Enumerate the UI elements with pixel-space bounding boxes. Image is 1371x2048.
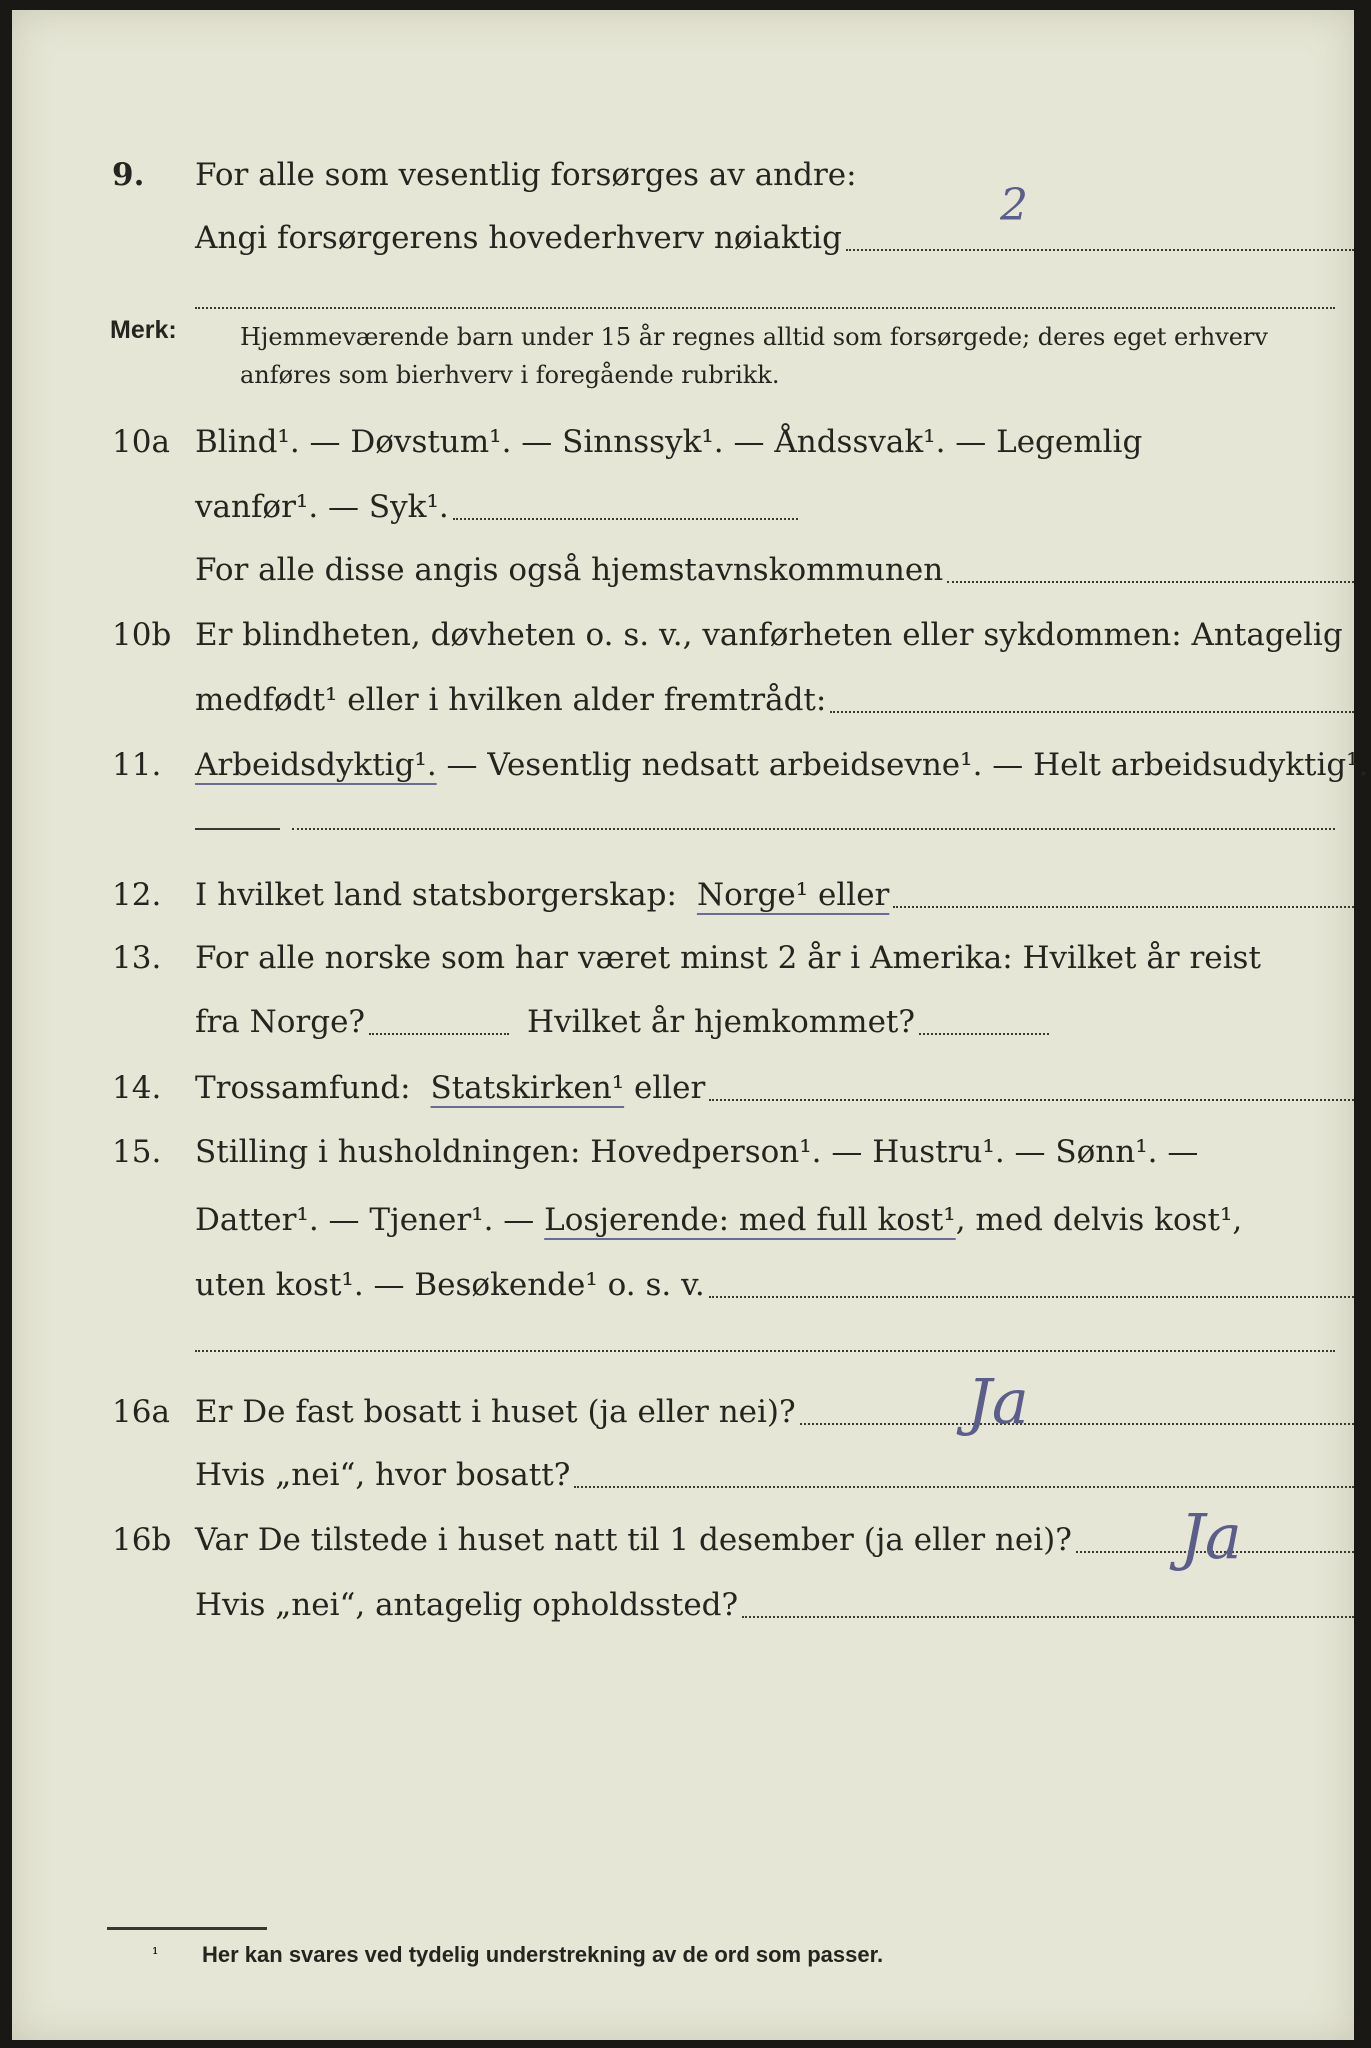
question-11 — [12, 735, 1369, 795]
question-text-after: eller — [624, 1070, 706, 1106]
note-label: Merk: — [110, 316, 177, 344]
question-number: 16b — [112, 1522, 172, 1558]
footnote-mark: ¹ — [152, 1944, 159, 1963]
question-10a-line2 — [12, 477, 1354, 537]
handwritten-answer-16b: Ja — [1180, 1500, 1242, 1573]
handwritten-answer-9: 2 — [1000, 180, 1028, 231]
answer-line[interactable] — [830, 710, 1354, 713]
question-15-line2 — [12, 1190, 1354, 1250]
question-text: Er De fast bosatt i huset (ja eller nei)? — [195, 1394, 796, 1430]
question-10a-line3 — [12, 540, 1354, 600]
field-label: For alle disse angis også hjemstavnskommunen — [195, 552, 944, 588]
answer-line-short — [195, 828, 280, 830]
question-15 — [12, 1122, 1354, 1182]
question-text: I hvilket land statsborgerskap: — [195, 877, 677, 913]
note-text: Hjemmeværende barn under 15 år regnes alltid som forsørgede; deres eget erhverv anføres som bierhverv i foregående rubrikk. — [240, 323, 1268, 389]
answer-line[interactable] — [846, 248, 1354, 251]
question-text: Trossamfund: — [195, 1070, 411, 1106]
answer-line-hjemkommet[interactable] — [919, 1032, 1049, 1035]
option-norge[interactable]: Norge¹ eller — [696, 877, 890, 913]
question-options: Datter¹. — Tjener¹. — — [195, 1202, 545, 1238]
answer-line[interactable] — [800, 1422, 1354, 1425]
answer-line-extra[interactable] — [195, 1350, 1335, 1352]
question-number: 10b — [112, 617, 172, 653]
question-text: For alle som vesentlig forsørges av andre: — [195, 157, 857, 193]
handwritten-answer-16a: Ja — [967, 1365, 1029, 1438]
question-text: For alle norske som har været minst 2 år i Amerika: Hvilket år reist — [195, 940, 1261, 976]
question-13 — [12, 928, 1354, 988]
question-15-line3 — [12, 1255, 1354, 1315]
field-label-hjemkommet: Hvilket år hjemkommet? — [527, 1004, 916, 1040]
answer-line[interactable] — [709, 1098, 1354, 1101]
question-number: 9. — [112, 157, 145, 193]
question-number: 16a — [112, 1394, 170, 1430]
question-text: Blind¹. — Døvstum¹. — Sinnssyk¹. — Åndssvak¹. — Legemlig — [195, 424, 1143, 460]
question-10a — [12, 412, 1354, 472]
question-16b — [12, 1510, 1354, 1570]
answer-line-extra[interactable] — [195, 307, 1335, 309]
option-arbeidsdyktig[interactable]: Arbeidsdyktig¹. — [195, 747, 437, 783]
question-number: 12. — [112, 877, 162, 913]
question-16a-line2 — [12, 1445, 1354, 1505]
question-9-field — [12, 208, 1354, 268]
field-label-reist: fra Norge? — [195, 1004, 366, 1040]
question-text: vanfør¹. — Syk¹. — [195, 489, 449, 525]
answer-line[interactable] — [453, 517, 798, 520]
question-10b — [12, 605, 1354, 665]
census-form-page — [12, 10, 1369, 2040]
answer-line[interactable] — [709, 1295, 1354, 1298]
answer-line-reist[interactable] — [369, 1032, 509, 1035]
question-16a — [12, 1382, 1354, 1442]
question-number: 15. — [112, 1134, 162, 1170]
field-label: Angi forsørgerens hovederhverv nøiaktig — [195, 220, 842, 256]
answer-line[interactable] — [742, 1615, 1354, 1618]
question-options: — Vesentlig nedsatt arbeidsevne¹. — Helt arbeidsudyktig¹. — [436, 747, 1369, 783]
footnote-text: Her kan svares ved tydelig understrekning av de ord som passer. — [202, 1942, 884, 1967]
answer-line-extra[interactable] — [292, 828, 1335, 830]
question-text: Var De tilstede i huset natt til 1 desember (ja eller nei)? — [195, 1522, 1072, 1558]
answer-line[interactable] — [893, 905, 1354, 908]
option-losjerende-full-kost[interactable]: Losjerende: med full kost¹ — [544, 1202, 956, 1238]
question-9 — [12, 145, 1354, 205]
question-text: Stilling i husholdningen: Hovedperson¹. — Hustru¹. — Sønn¹. — — [195, 1134, 1199, 1170]
question-options: uten kost¹. — Besøkende¹ o. s. v. — [195, 1267, 705, 1303]
question-10b-line2 — [12, 670, 1354, 730]
question-number: 11. — [112, 747, 162, 783]
question-number: 10a — [112, 424, 170, 460]
answer-line[interactable] — [947, 580, 1354, 583]
field-label: Hvis „nei“, antagelig opholdssted? — [195, 1587, 739, 1623]
option-statskirken[interactable]: Statskirken¹ — [430, 1070, 625, 1106]
question-text: Er blindheten, døvheten o. s. v., vanførheten eller sykdommen: Antagelig — [195, 617, 1343, 653]
question-number: 14. — [112, 1070, 162, 1106]
question-16b-line2 — [12, 1575, 1354, 1635]
field-label: Hvis „nei“, hvor bosatt? — [195, 1457, 571, 1493]
question-number: 13. — [112, 940, 162, 976]
question-options: , med delvis kost¹, — [955, 1202, 1243, 1238]
question-14 — [12, 1058, 1354, 1118]
question-12 — [12, 865, 1354, 925]
question-13-line2 — [12, 992, 1354, 1052]
answer-line[interactable] — [574, 1485, 1354, 1488]
footnote-divider — [107, 1927, 267, 1930]
field-label: medfødt¹ eller i hvilken alder fremtrådt: — [195, 682, 827, 718]
